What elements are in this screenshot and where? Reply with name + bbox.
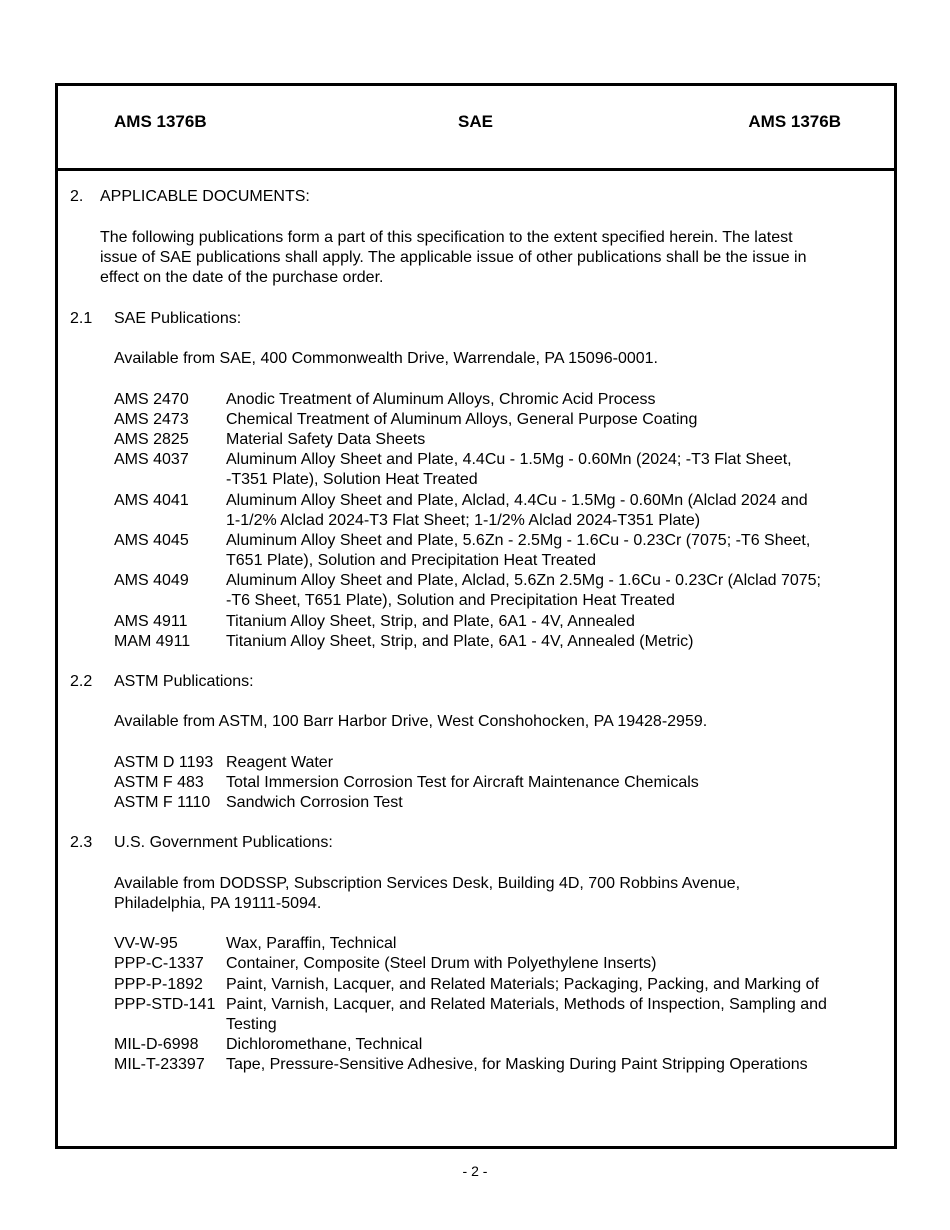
- section-2-title: APPLICABLE DOCUMENTS:: [100, 188, 310, 205]
- document-header: [58, 86, 894, 171]
- page-frame: AMS 1376B SAE AMS 1376B 2. APPLICABLE DOCUMENTS: The following publications form a part of this specification to the extent specified herein. The latest issue of SAE publications shall apply. The applicable issue of other publications shall be the issue in effect on the date of the purchase order. 2.1 SAE Publications: Available from SAE, 400 Commonwealth Drive, Warrendale, PA 15096-0001. AMS 2470 Anodic Treatment of Aluminum Alloys, Chromic Acid Process AMS 2473 Chemical Treatment of Aluminum Alloys, General Purpose Coating AMS 2825 Material Safety Data Sheets AMS 4037 Aluminum Alloy Sheet and Plate, 4.4Cu - 1.5Mg - 0.60Mn (2024; -T3 Flat Sheet, -T351 Plate), Solution Heat Treated AMS 4041 Aluminum Alloy Sheet and Plate, Alclad, 4.4Cu - 1.5Mg - 0.60Mn (Alclad 2024 and 1-1/2% Alclad 2024-T3 Flat Sheet; 1-1/2% Alclad 2024-T351 Plate) AMS 4045 Aluminum Alloy Sheet and Plate, 5.6Zn - 2.5Mg - 1.6Cu - 0.23Cr (7075; -T6 Sheet, T651 Plate), Solution and Precipitation Heat Treated AMS 4049 Aluminum Alloy Sheet and Plate, Alclad, 5.6Zn 2.5Mg - 1.6Cu - 0.23Cr (Alclad 7075; -T6 Sheet, T651 Plate), Solution and Precipitation Heat Treated AMS 4911 Titanium Alloy Sheet, Strip, and Plate, 6A1 - 4V, Annealed MAM 4911 Titanium Alloy Sheet, Strip, and Plate, 6A1 - 4V, Annealed (Metric) 2.2 ASTM Publications: Available from ASTM, 100 Barr Harbor Drive, West Conshohocken, PA 19428-2959. ASTM D 1193 Reagent Water ASTM F 483 Total Immersion Corrosion Test for Aircraft Maintenance Chemicals ASTM F 1110 Sandwich Corrosion Test 2.3 U.S. Government Publications: Available from DODSSP, Subscription Services Desk, Building 4D, 700 Robbins Avenue, Philadelphia, PA 19111-5094. VV-W-95 Wax, Paraffin, Technical PPP-C-1337 Container, Composite (Steel Drum with Polyethylene Inserts) PPP-P-1892 Paint, Varnish, Lacquer, and Related Materials; Packaging, Packing, and Marking of PPP-STD-141 Paint, Varnish, Lacquer, and Related Materials, Methods of Inspection, Sampling and Testing MIL-D-6998 Dichloromethane, Technical MIL-T-23397 Tape, Pressure-Sensitive Adhesive, for Masking During Paint Stripping Operations: [55, 83, 897, 1149]
- section-2-2-title: ASTM Publications:: [114, 673, 254, 690]
- header-publisher: SAE: [458, 112, 493, 131]
- section-2-intro: The following publications form a part of this specification to the extent specified herein. The latest issue of SAE publications shall apply. The applicable issue of other publications shall be the issue in effect on the date of the purchase order.: [100, 229, 807, 286]
- header-spec-number-left: AMS 1376B: [114, 112, 207, 131]
- section-2-3-title: U.S. Government Publications:: [114, 834, 333, 851]
- section-2-3-availability: Available from DODSSP, Subscription Services Desk, Building 4D, 700 Robbins Avenue, Philadelphia, PA 19111-5094.: [114, 875, 741, 912]
- section-2-2-availability: Available from ASTM, 100 Barr Harbor Drive, West Conshohocken, PA 19428-2959.: [114, 713, 708, 730]
- header-spec-number-right: AMS 1376B: [748, 112, 841, 131]
- page-number: - 2 -: [462, 1163, 488, 1179]
- section-2-1-availability: Available from SAE, 400 Commonwealth Drive, Warrendale, PA 15096-0001.: [114, 350, 658, 367]
- section-2-1-title: SAE Publications:: [114, 310, 242, 327]
